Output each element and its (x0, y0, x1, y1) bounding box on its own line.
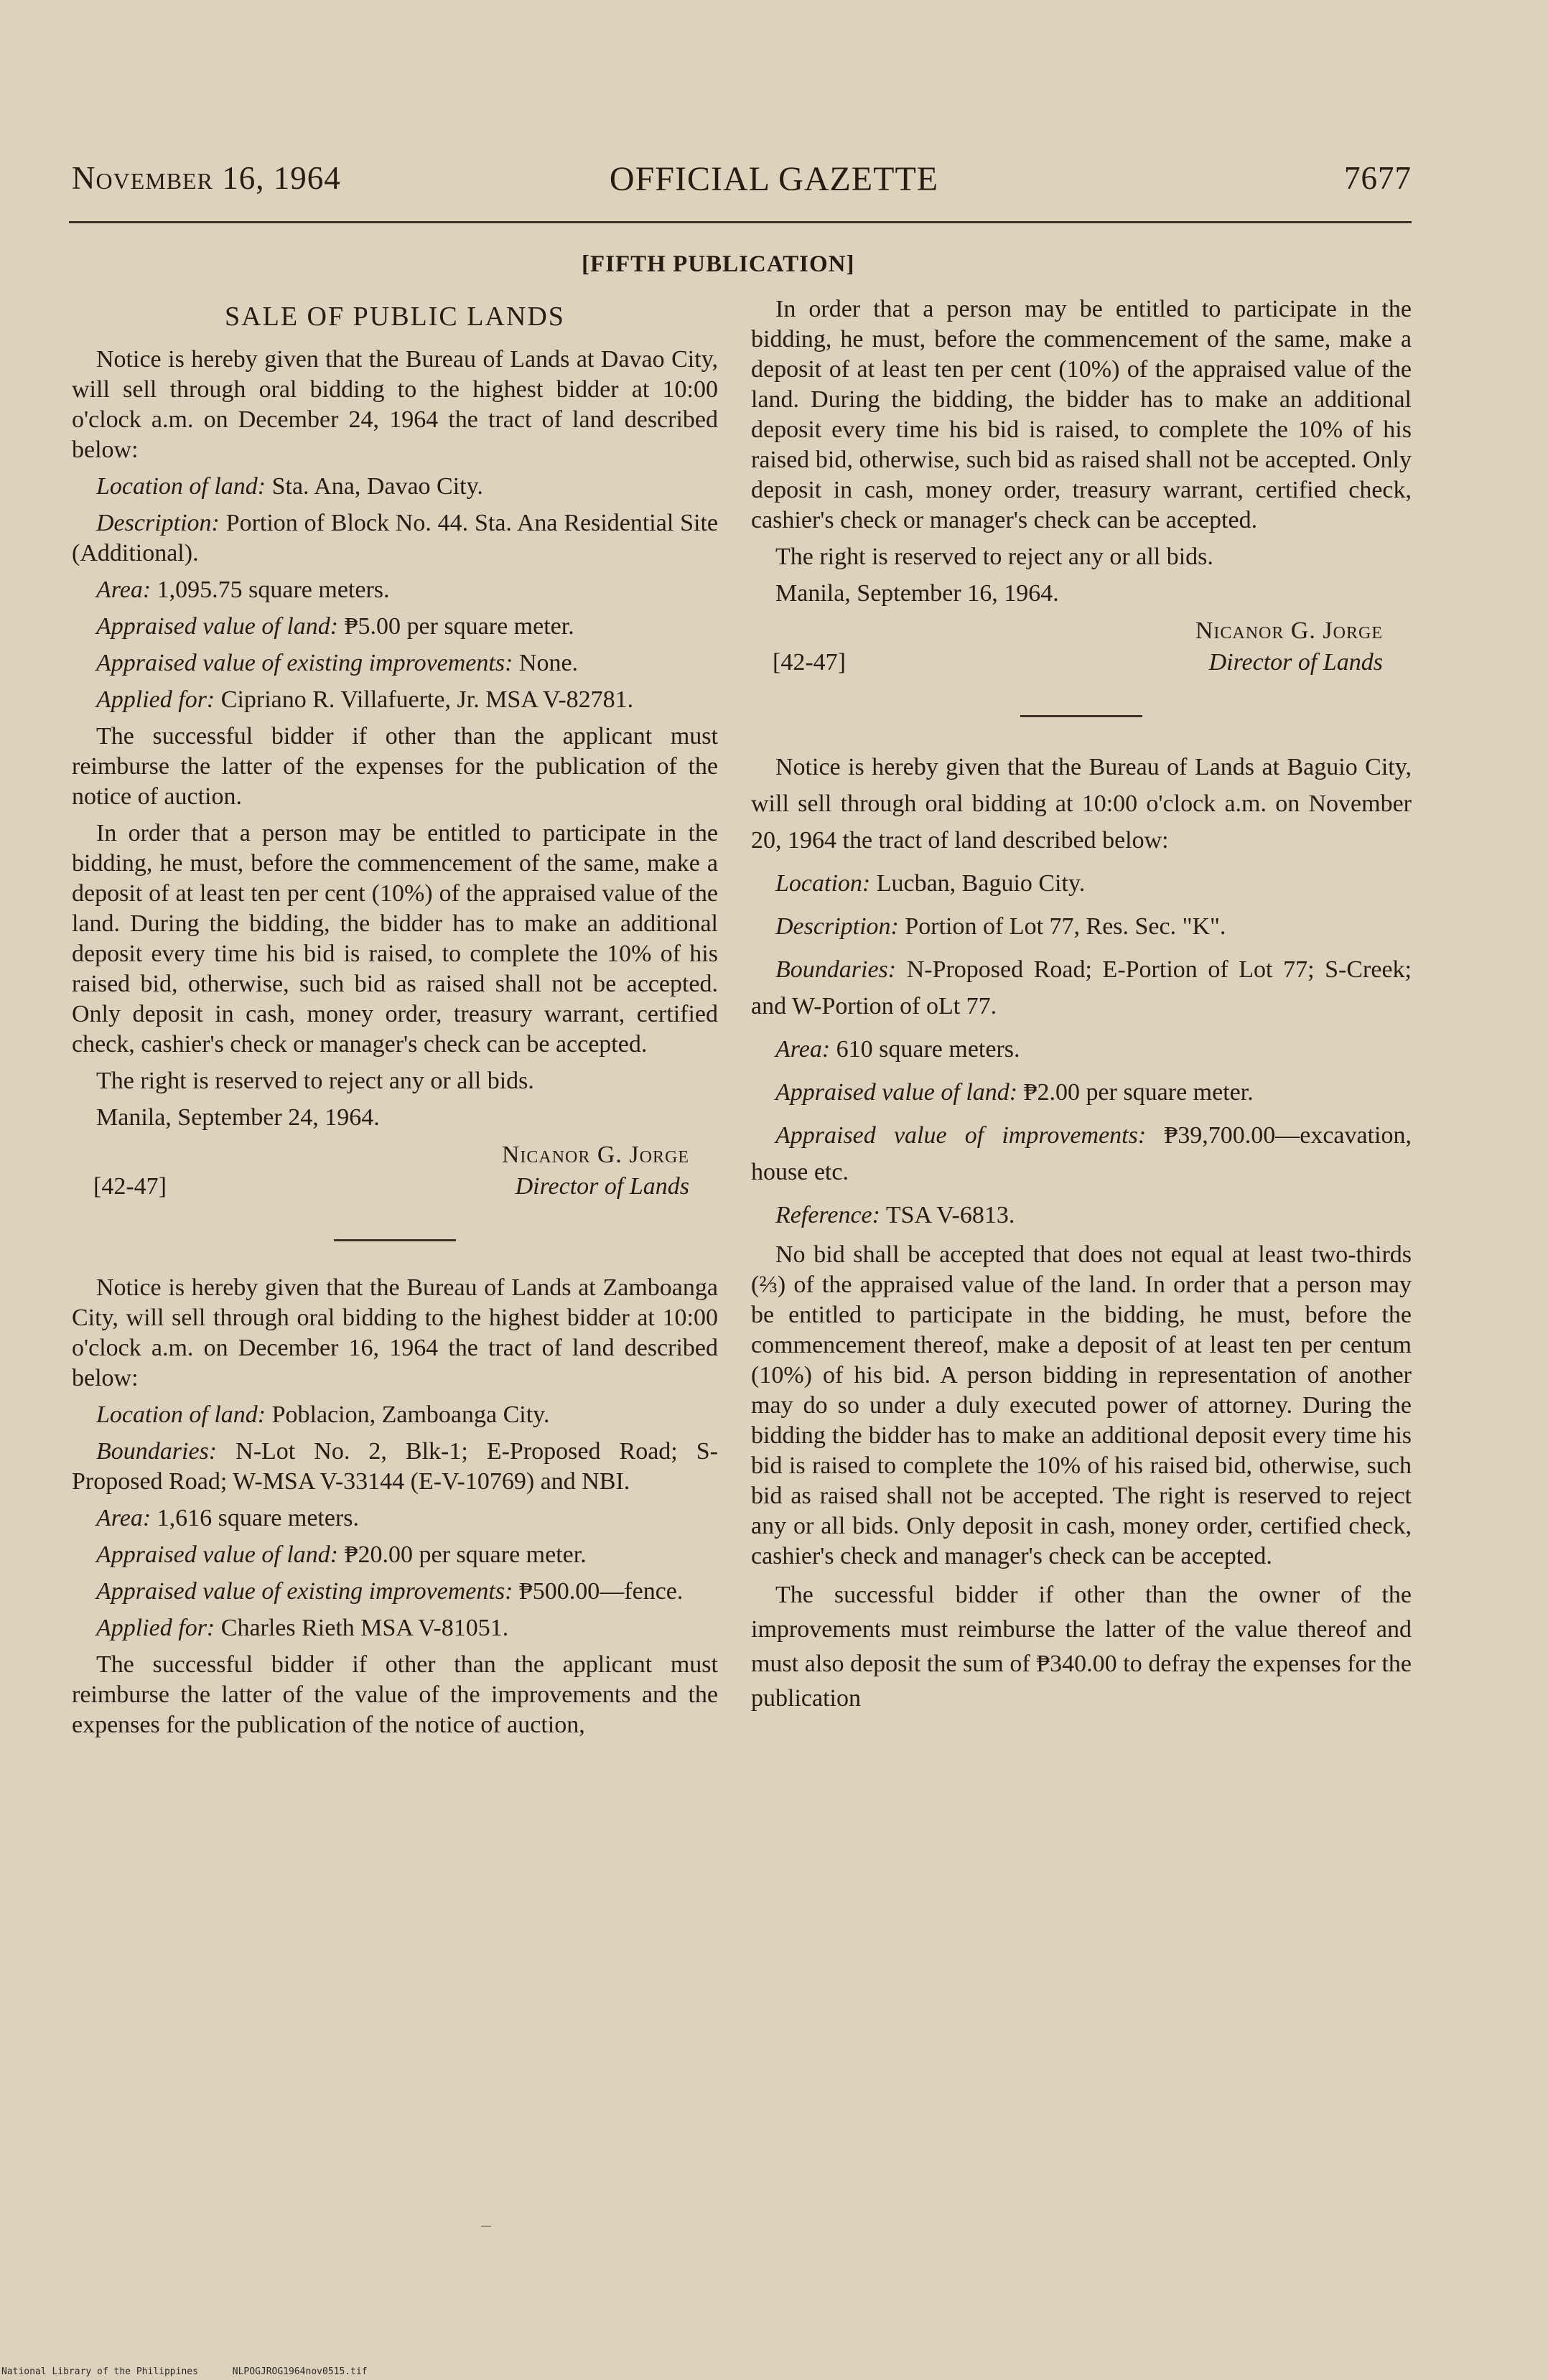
notice-divider (1020, 715, 1142, 717)
header-rule (69, 221, 1412, 223)
notice1-field (72, 575, 718, 605)
continued-paragraph: The right is reserved to reject any or all bids. (775, 543, 1213, 570)
field-label: Reference: (775, 1202, 880, 1228)
field-label: Applied for: (96, 686, 215, 713)
notice3-field (751, 1074, 1412, 1111)
field-label: Appraised value of land: (775, 1079, 1018, 1106)
field-value: 1,095.75 square meters. (157, 577, 390, 603)
notice1-paragraph: The successful bidder if other than the applicant must reimburse the latter of the expenses for the publication of the notice of auction. (72, 723, 718, 810)
notice3-field (751, 1197, 1412, 1233)
field-label: Area: (775, 1036, 831, 1063)
field-value: Sta. Ana, Davao City. (271, 473, 483, 500)
field-value: Cipriano R. Villafuerte, Jr. MSA V-82781. (220, 686, 634, 713)
notice2-field (72, 1437, 718, 1497)
field-value: Portion of Block No. 44. Sta. Ana Residential Site (Additional). (72, 510, 719, 566)
notice1-signature (72, 1140, 718, 1209)
header-title: OFFICIAL GAZETTE (609, 160, 939, 198)
field-label: Appraised value of land: (96, 613, 339, 640)
field-value: 610 square meters. (836, 1036, 1020, 1063)
field-value: Poblacion, Zamboanga City. (271, 1401, 550, 1428)
field-label: Location: (775, 870, 871, 897)
signer-title: Director of Lands (515, 1173, 689, 1200)
notice1-field (72, 612, 718, 642)
notice3-field (751, 1031, 1412, 1068)
field-value: Charles Rieth MSA V-81051. (220, 1615, 509, 1641)
notice-divider (334, 1239, 456, 1241)
notice1-field (72, 648, 718, 678)
field-value: ₱39,700.00—excavation, house etc. (751, 1122, 1412, 1185)
header-date: November 16, 1964 (72, 160, 341, 196)
notice3-paragraph: No bid shall be accepted that does not equal at least two-thirds (⅔) of the appraised value of the land. In order that a person may be entitled to participate in the bidding, he must, before the commencement thereof, make a deposit of at least ten per centum (10%) of his bid. A person bidding in representation of another may do so under a duly executed power of attorney. During the bidding the bidder has to make an additional deposit every time his bid is raised to complete the 10% of his raised bid, otherwise, such bid as raised shall not be accepted. The right is reserved to reject any or all bids. Only deposit in cash, money order, certified check, cashier's check and manager's check can be accepted. (751, 1241, 1412, 1569)
field-label: Area: (96, 577, 151, 603)
signer-name: Nicanor G. Jorge (1195, 617, 1383, 644)
field-label: Boundaries: (775, 956, 897, 983)
notice3-field (751, 1117, 1412, 1190)
field-label: Appraised value of land: (96, 1541, 339, 1568)
field-value: Portion of Lot 77, Res. Sec. "K". (905, 913, 1226, 940)
notice3-block (751, 749, 1412, 1233)
notice3-field (751, 865, 1412, 902)
section-title: SALE OF PUBLIC LANDS (225, 302, 565, 332)
field-value: Lucban, Baguio City. (876, 870, 1086, 897)
scan-footer (1, 2366, 396, 2377)
print-mark (481, 2226, 491, 2227)
right-column (751, 294, 1412, 1722)
field-label: Location of land: (96, 473, 266, 500)
notice1-intro: Notice is hereby given that the Bureau of Lands at Davao City, will sell through oral bidding to the highest bidder at 10:00 o'clock a.m. on December 24, 1964 the tract of land described below: (72, 346, 718, 463)
field-label: Boundaries: (96, 1438, 218, 1465)
notice2-field (72, 1613, 718, 1643)
notice2-intro: Notice is hereby given that the Bureau of Lands at Zamboanga City, will sell through oral bidding to the highest bidder at 10:00 o'clock a.m. on December 16, 1964 the tract of land described below: (72, 1274, 718, 1391)
notice1-paragraph: In order that a person may be entitled to participate in the bidding, he must, before the commencement of the same, make a deposit of at least ten per cent (10%) of the appraised value of the land. During the bidding, the bidder has to make an additional deposit every time his bid is raised, to complete the 10% of his raised bid, otherwise, such bid as raised shall not be accepted. Only deposit in cash, money order, treasury warrant, certified check, cashier's check or manager's check can be accepted. (72, 820, 718, 1058)
notice2-field (72, 1503, 718, 1534)
field-value: ₱20.00 per square meter. (344, 1541, 587, 1568)
notice3-field (751, 908, 1412, 945)
continued-dateline: Manila, September 16, 1964. (775, 580, 1059, 607)
notice3-intro: Notice is hereby given that the Bureau of Lands at Baguio City, will sell through oral bidding at 10:00 o'clock a.m. on November 20, 1964 the tract of land described below: (751, 754, 1412, 854)
field-value: 1,616 square meters. (157, 1505, 360, 1531)
signer-name: Nicanor G. Jorge (501, 1142, 689, 1168)
notice2-field (72, 1540, 718, 1570)
notice2-paragraph: The successful bidder if other than the applicant must reimburse the latter of the value of the improvements and the expenses for the publication of the notice of auction, (72, 1651, 718, 1738)
field-value: ₱500.00—fence. (518, 1578, 684, 1605)
field-label: Appraised value of existing improvements: (96, 650, 513, 676)
field-label: Appraised value of improvements: (775, 1122, 1147, 1149)
field-label: Description: (96, 510, 220, 536)
publication-label: [FIFTH PUBLICATION] (582, 251, 855, 277)
footer-filename: NLPOGJROG1964nov0515.tif (232, 2366, 368, 2377)
notice1-dateline: Manila, September 24, 1964. (96, 1104, 380, 1131)
continued-signature (751, 616, 1412, 685)
left-column (72, 251, 718, 1747)
field-label: Area: (96, 1505, 151, 1531)
footer-library: National Library of the Philippines (1, 2366, 198, 2377)
notice1-field (72, 508, 718, 569)
field-value: TSA V-6813. (885, 1202, 1015, 1228)
field-value: N-Lot No. 2, Blk-1; E-Proposed Road; S-Proposed Road; W-MSA V-33144 (E-V-10769) and NBI. (72, 1438, 718, 1495)
notice-code: [42-47] (773, 649, 846, 676)
notice-code: [42-47] (93, 1173, 167, 1200)
field-label: Description: (775, 913, 899, 940)
field-label: Applied for: (96, 1615, 215, 1641)
notice1-field (72, 472, 718, 502)
field-value: ₱2.00 per square meter. (1023, 1079, 1254, 1106)
notice1-field (72, 685, 718, 715)
field-value: None. (518, 650, 579, 676)
notice2-field (72, 1400, 718, 1430)
notice3-field (751, 951, 1412, 1025)
header-page-number: 7677 (1344, 160, 1412, 196)
notice1-paragraph: The right is reserved to reject any or all bids. (96, 1068, 534, 1094)
field-label: Location of land: (96, 1401, 266, 1428)
notice3-paragraph: The successful bidder if other than the owner of the improvements must reimburse the latter of the value thereof and must also deposit the sum of ₱340.00 to defray the expenses for the publication (751, 1582, 1412, 1712)
signer-title: Director of Lands (1208, 649, 1383, 676)
field-value: ₱5.00 per square meter. (344, 613, 574, 640)
field-label: Appraised value of existing improvements: (96, 1578, 513, 1605)
field-value: N-Proposed Road; E-Portion of Lot 77; S-Creek; and W-Portion of oLt 77. (751, 956, 1412, 1019)
notice2-field (72, 1577, 718, 1607)
continued-paragraph: In order that a person may be entitled to participate in the bidding, he must, before the commencement of the same, make a deposit of at least ten per cent (10%) of the appraised value of the land. During the bidding, the bidder has to make an additional deposit every time his bid is raised, to complete the 10% of his raised bid, otherwise, such bid as raised shall not be accepted. Only deposit in cash, money order, treasury warrant, certified check, cashier's check or manager's check can be accepted. (751, 296, 1412, 533)
